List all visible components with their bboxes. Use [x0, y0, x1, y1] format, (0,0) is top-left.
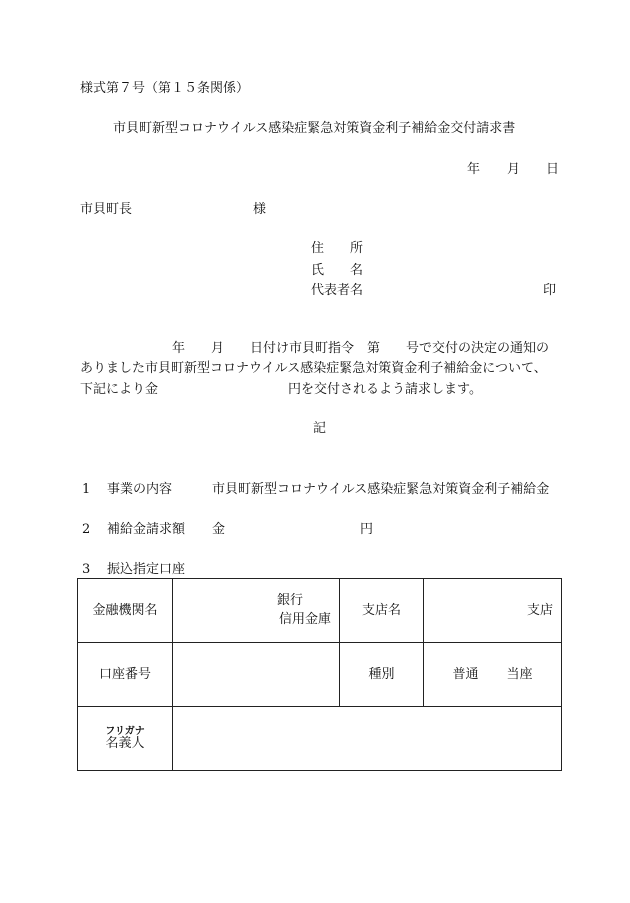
furigana-label: フリガナ [105, 725, 145, 737]
form-number: 様式第７号（第１５条関係） [80, 81, 250, 96]
branch-suffix-label: 支店 [526, 603, 553, 618]
item-2-en: 円 [360, 522, 374, 537]
bank-label: 銀行 [276, 592, 303, 608]
institution-label: 金融機関名 [92, 603, 158, 618]
holder-field[interactable] [173, 707, 562, 771]
type-ordinary-option[interactable]: 普通 [452, 667, 479, 682]
holder-label-cell [78, 707, 173, 771]
addressee-honorific: 様 [253, 202, 267, 217]
item-3-number: 3 [82, 562, 91, 577]
document-title: 市貝町新型コロナウイルス感染症緊急対策資金利子補給金交付請求書 [113, 121, 516, 136]
body-line-3: 下記により金 円を交付されるよう請求します。 [80, 382, 482, 397]
account-type-label: 種別 [368, 667, 395, 682]
item-1-label: 事業の内容 [107, 482, 173, 497]
branch-name-label: 支店名 [361, 603, 401, 618]
account-number-field[interactable] [173, 643, 340, 707]
sender-name-label: 氏 名 [311, 263, 364, 278]
body-line-1: 年 月 日付け市貝町指令 第 号で交付の決定の通知の [172, 341, 550, 356]
sender-address-label: 住 所 [311, 241, 364, 256]
item-3-label: 振込指定口座 [107, 562, 186, 577]
branch-field[interactable] [424, 579, 562, 643]
institution-label-cell [78, 579, 173, 643]
body-line-2: ありました市貝町新型コロナウイルス感染症緊急対策資金利子補給金について、 [80, 361, 547, 376]
institution-field[interactable] [173, 579, 340, 643]
account-row-institution [78, 579, 562, 643]
account-number-label-cell [78, 643, 173, 707]
seal-mark: 印 [543, 283, 557, 298]
sender-representative-label: 代表者名 [311, 283, 364, 298]
account-number-label: 口座番号 [98, 667, 151, 682]
item-2-label: 補給金請求額 [107, 522, 186, 537]
account-row-holder [78, 707, 562, 771]
account-type-field[interactable] [424, 643, 562, 707]
date-day-label: 日 [546, 162, 560, 177]
item-1-number: 1 [82, 482, 91, 497]
date-year-label: 年 [467, 162, 481, 177]
date-month-label: 月 [507, 162, 521, 177]
account-row-number [78, 643, 562, 707]
item-2-number: 2 [82, 522, 91, 537]
type-current-option[interactable]: 当座 [506, 667, 533, 682]
ki-heading: 記 [313, 421, 327, 436]
holder-label: 名義人 [105, 735, 145, 751]
item-1-value: 市貝町新型コロナウイルス感染症緊急対策資金利子補給金 [212, 482, 550, 497]
branch-label-cell [340, 579, 424, 643]
type-label-cell [340, 643, 424, 707]
item-2-kin: 金 [212, 522, 226, 537]
credit-union-label: 信用金庫 [278, 611, 331, 627]
account-table [77, 578, 562, 771]
addressee-name: 市貝町長 [80, 202, 133, 217]
